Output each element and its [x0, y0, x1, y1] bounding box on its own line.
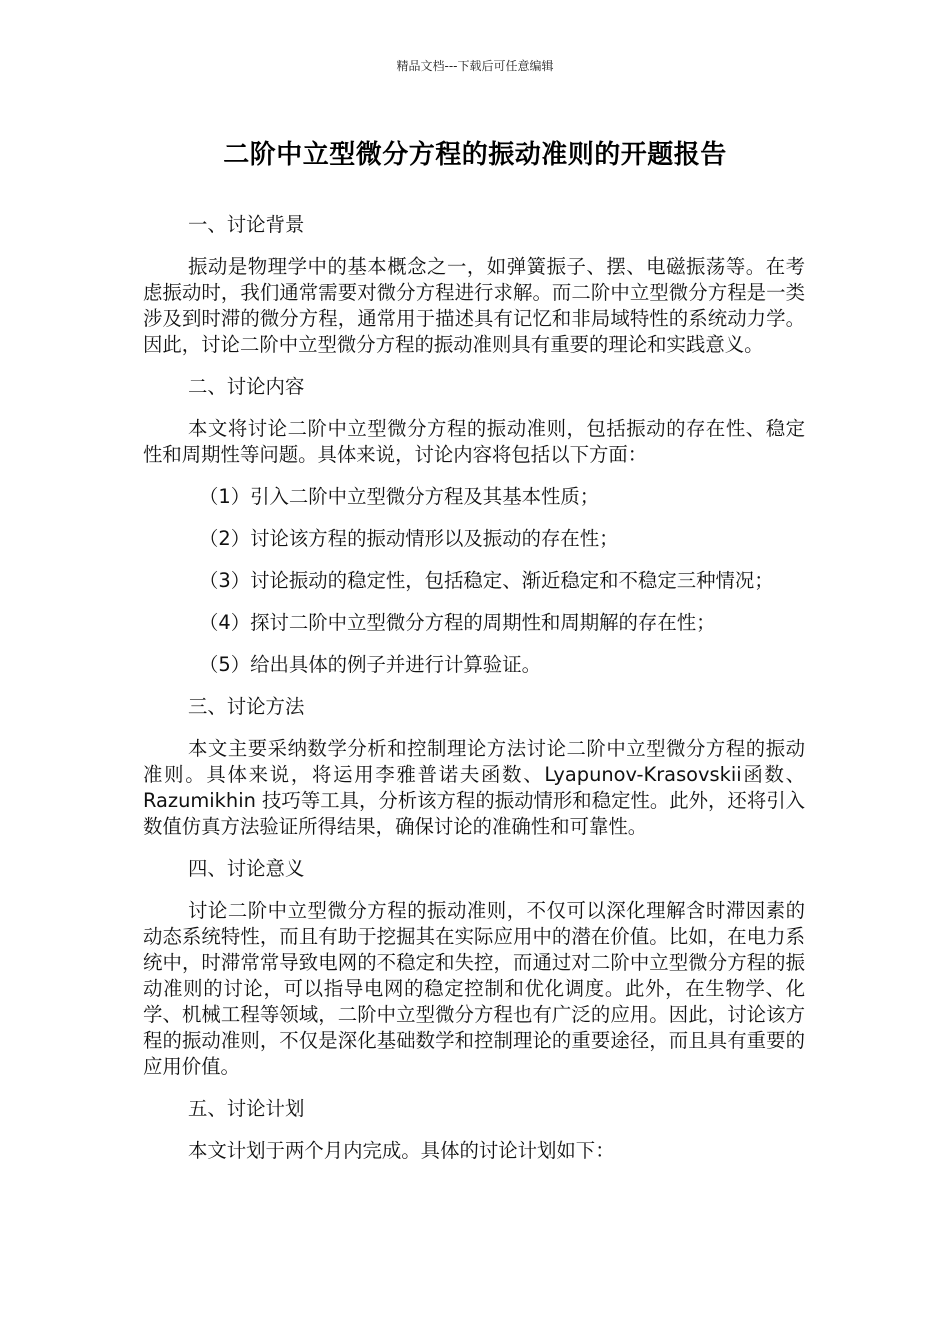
list-item: （4）探讨二阶中立型微分方程的周期性和周期解的存在性；: [199, 611, 716, 634]
section-heading-plan: 五、讨论计划: [188, 1097, 305, 1120]
paragraph-significance: 讨论二阶中立型微分方程的振动准则，不仅可以深化理解含时滞因素的动态系统特性，而且有助于挖掘其在实际应用中的潜在价值。比如，在电力系统中，时滞常常导致电网的不稳定和失控，而通过对二阶中立型微分方程的振动准则的讨论，可以指导电网的稳定控制和优化调度。此外，在生物学、化学、机械工程等领域，二阶中立型微分方程也有广泛的应用。因此，讨论该方程的振动准则，不仅是深化基础数学和控制理论的重要途径，而且具有重要的应用价值。: [143, 899, 805, 1078]
list-item: （2）讨论该方程的振动情形以及振动的存在性；: [199, 527, 619, 550]
section-heading-method: 三、讨论方法: [188, 695, 305, 718]
section-heading-content: 二、讨论内容: [188, 375, 305, 398]
paragraph-plan: 本文计划于两个月内完成。具体的讨论计划如下：: [188, 1139, 615, 1162]
list-item: （3）讨论振动的稳定性，包括稳定、渐近稳定和不稳定三种情况；: [199, 569, 774, 592]
paragraph-method: 本文主要采纳数学分析和控制理论方法讨论二阶中立型微分方程的振动准则。具体来说，将运用李雅普诺夫函数、Lyapunov-Krasovskii函数、Razumikhin 技巧等工具，分析该方程的振动情形和稳定性。此外，还将引入数值仿真方法验证所得结果，确保讨论的准确性和可靠性。: [143, 737, 805, 838]
section-heading-background: 一、讨论背景: [188, 213, 305, 236]
list-item: （5）给出具体的例子并进行计算验证。: [199, 653, 541, 676]
list-item: （1）引入二阶中立型微分方程及其基本性质；: [199, 485, 600, 508]
document-body: [143, 212, 805, 1164]
document-title: 二阶中立型微分方程的振动准则的开题报告: [223, 140, 727, 170]
section-heading-significance: 四、讨论意义: [188, 857, 305, 880]
header-note: 精品文档---下载后可任意编辑: [396, 59, 554, 73]
paragraph-content: 本文将讨论二阶中立型微分方程的振动准则，包括振动的存在性、稳定性和周期性等问题。具体来说，讨论内容将包括以下方面：: [143, 417, 805, 466]
paragraph-background: 振动是物理学中的基本概念之一，如弹簧振子、摆、电磁振荡等。在考虑振动时，我们通常需要对微分方程进行求解。而二阶中立型微分方程是一类涉及到时滞的微分方程，通常用于描述具有记忆和非局域特性的系统动力学。因此，讨论二阶中立型微分方程的振动准则具有重要的理论和实践意义。: [143, 255, 805, 356]
